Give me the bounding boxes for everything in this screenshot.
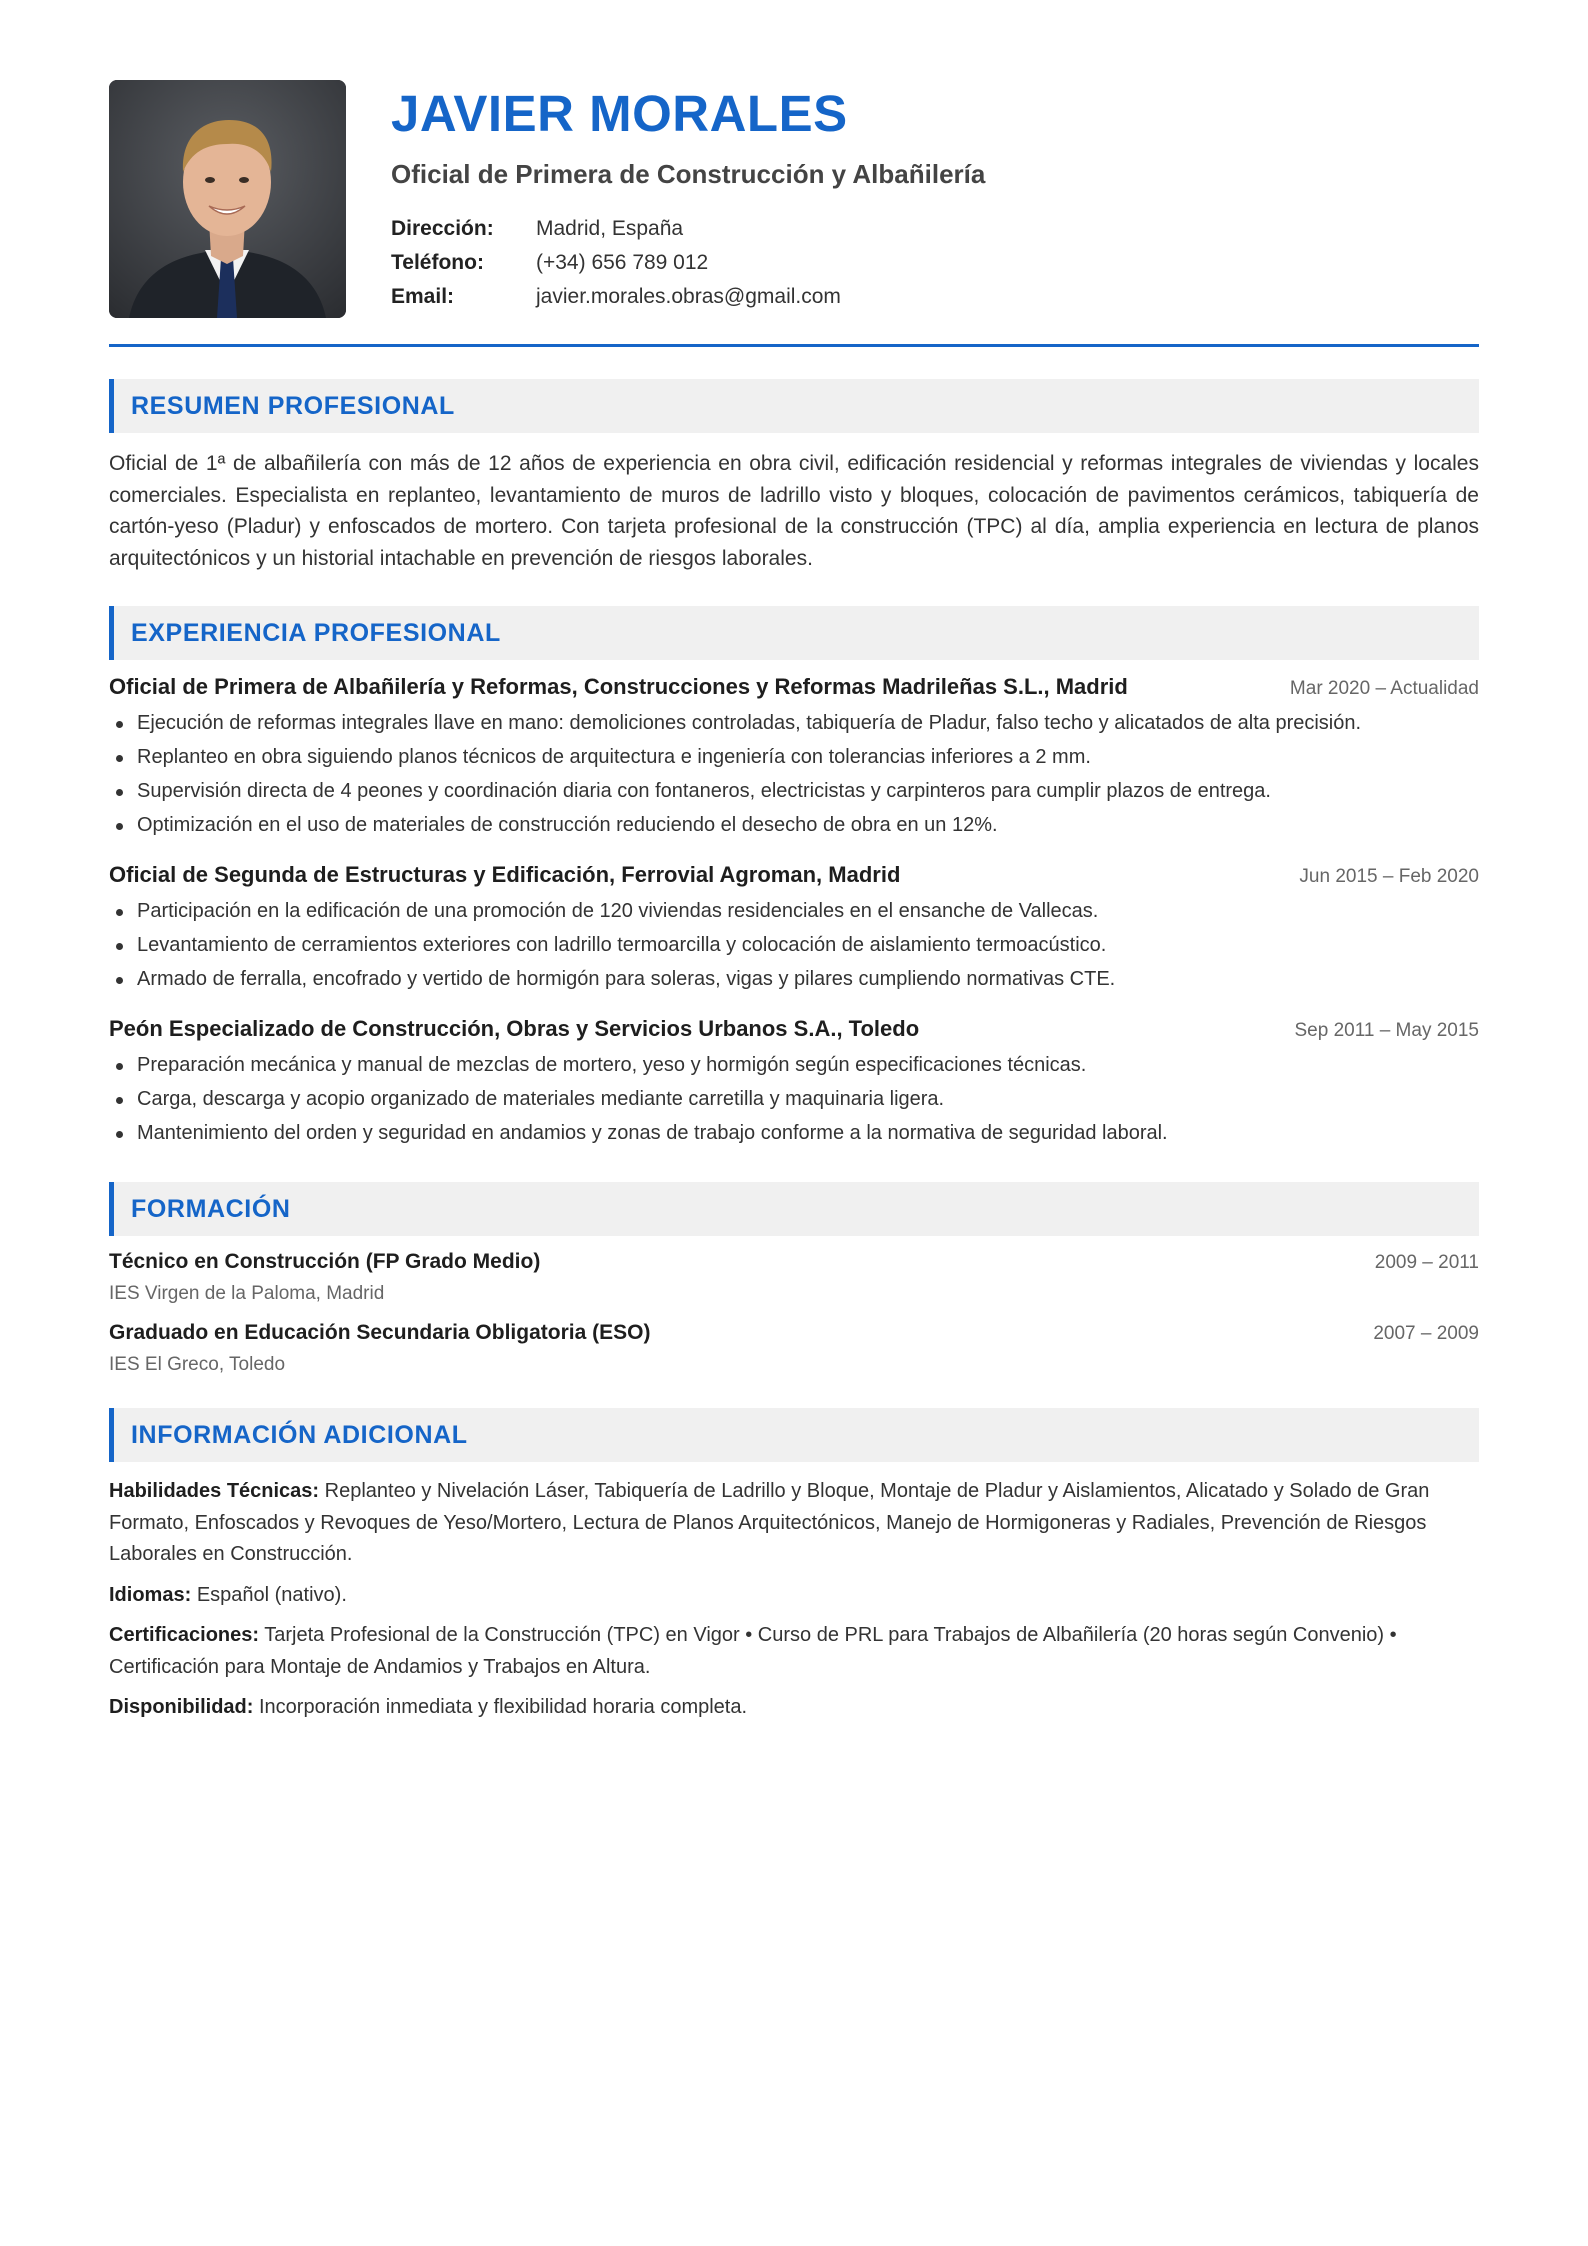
job-header — [109, 674, 1479, 700]
info-label: Idiomas: — [109, 1583, 192, 1606]
job-title: Oficial de Primera de Albañilería y Reformas, Construcciones y Reformas Madrileñas S.L., Madrid — [109, 674, 1128, 699]
job-bullet: Replanteo en obra siguiendo planos técnicos de arquitectura e ingeniería con tolerancias inferiores a 2 mm. — [109, 740, 1479, 774]
job-bullet: Carga, descarga y acopio organizado de materiales mediante carretilla y maquinaria ligera. — [109, 1082, 1479, 1116]
section-title-summary: RESUMEN PROFESIONAL — [109, 379, 1479, 433]
job-bullets — [109, 1048, 1479, 1150]
info-label: Habilidades Técnicas: — [109, 1480, 320, 1502]
job-bullet: Preparación mecánica y manual de mezclas de mortero, yeso y hormigón según especificaciones técnicas. — [109, 1048, 1479, 1082]
contact-row-address — [391, 212, 985, 246]
job-bullets — [109, 894, 1479, 996]
job-header — [109, 862, 1479, 888]
job-bullet: Supervisión directa de 4 peones y coordinación diaria con fontaneros, electricistas y carpinteros para cumplir plazos de entrega. — [109, 774, 1479, 808]
job-bullet: Ejecución de reformas integrales llave en mano: demoliciones controladas, tabiquería de Pladur, falso techo y alicatados de alta precisión. — [109, 706, 1479, 740]
section-title-education: FORMACIÓN — [109, 1182, 1479, 1236]
candidate-name: JAVIER MORALES — [391, 85, 848, 142]
info-value: Tarjeta Profesional de la Construcción (TPC) en Vigor • Curso de PRL para Trabajos de Albañilería (20 horas según Convenio) • Certificación para Montaje de Andamios y Trabajos en Altura. — [109, 1624, 1397, 1678]
contact-label: Teléfono: — [391, 251, 484, 275]
candidate-role: Oficial de Primera de Construcción y Albañilería — [391, 159, 986, 190]
job-bullet: Levantamiento de cerramientos exteriores con ladrillo termoarcilla y colocación de aislamiento termoacústico. — [109, 928, 1479, 962]
info-skills — [109, 1476, 1479, 1571]
contact-row-phone — [391, 246, 985, 280]
job-bullets — [109, 706, 1479, 842]
job-date: Sep 2011 – May 2015 — [1294, 1020, 1479, 1041]
contact-email[interactable]: javier.morales.obras@gmail.com — [536, 285, 841, 309]
job-entry — [109, 1016, 1479, 1150]
education-date: 2009 – 2011 — [1374, 1252, 1479, 1273]
header-text — [391, 80, 985, 314]
job-title: Peón Especializado de Construcción, Obras y Servicios Urbanos S.A., Toledo — [109, 1016, 920, 1041]
education-school: IES Virgen de la Paloma, Madrid — [109, 1283, 385, 1304]
job-date: Mar 2020 – Actualidad — [1289, 678, 1479, 699]
contact-address: Madrid, España — [536, 217, 684, 241]
info-value: Replanteo y Nivelación Láser, Tabiquería de Ladrillo y Bloque, Montaje de Pladur y Aislamientos, Alicatado y Solado de Gran Formato, Enfoscados y Revoques de Yeso/Mortero, Lectura de Planos Arquitectónicos, Manejo de Hormigoneras y Radiales, Prevención de Riesgos Laborales en Construcción. — [109, 1480, 1430, 1565]
job-bullet: Mantenimiento del orden y seguridad en andamios y zonas de trabajo conforme a la normativa de seguridad laboral. — [109, 1116, 1479, 1150]
info-availability — [109, 1692, 1479, 1724]
contact-list — [391, 212, 985, 314]
job-title: Oficial de Segunda de Estructuras y Edificación, Ferrovial Agroman, Madrid — [109, 862, 901, 887]
header-divider — [109, 344, 1479, 347]
education-header — [109, 1321, 1479, 1345]
job-header — [109, 1016, 1479, 1042]
education-title: Graduado en Educación Secundaria Obligatoria (ESO) — [109, 1321, 651, 1344]
contact-row-email — [391, 280, 985, 314]
job-date: Jun 2015 – Feb 2020 — [1299, 866, 1479, 887]
job-entry — [109, 862, 1479, 996]
info-languages — [109, 1580, 1479, 1612]
section-title-experience: EXPERIENCIA PROFESIONAL — [109, 606, 1479, 660]
contact-phone: (+34) 656 789 012 — [536, 251, 709, 275]
info-label: Disponibilidad: — [109, 1696, 254, 1718]
job-bullet: Optimización en el uso de materiales de construcción reduciendo el desecho de obra en un 12%. — [109, 808, 1479, 842]
contact-label: Dirección: — [391, 217, 494, 241]
info-value: Español (nativo). — [196, 1583, 347, 1606]
education-school: IES El Greco, Toledo — [109, 1354, 286, 1375]
education-entry — [109, 1250, 1479, 1305]
summary-text: Oficial de 1ª de albañilería con más de 12 años de experiencia en obra civil, edificación residencial y reformas integrales de viviendas y locales comerciales. Especialista en replanteo, levantamiento de muros de ladrillo visto y bloques, colocación de pavimentos cerámicos, tabiquería de cartón-yeso (Pladur) y enfoscados de mortero. Con tarjeta profesional de la construcción (TPC) al día, amplia experiencia en lectura de planos arquitectónicos y un historial intachable en prevención de riesgos laborales. — [109, 452, 1479, 570]
section-title-additional: INFORMACIÓN ADICIONAL — [109, 1408, 1479, 1462]
job-bullet: Participación en la edificación de una promoción de 120 viviendas residenciales en el ensanche de Vallecas. — [109, 894, 1479, 928]
contact-label: Email: — [391, 285, 455, 309]
profile-photo — [109, 80, 346, 318]
job-entry — [109, 674, 1479, 842]
education-date: 2007 – 2009 — [1373, 1323, 1479, 1344]
additional-info — [109, 1476, 1479, 1724]
education-title: Técnico en Construcción (FP Grado Medio) — [109, 1250, 541, 1273]
education-header — [109, 1250, 1479, 1274]
job-bullet: Armado de ferralla, encofrado y vertido de hormigón para soleras, vigas y pilares cumpliendo normativas CTE. — [109, 962, 1479, 996]
info-value: Incorporación inmediata y flexibilidad horaria completa. — [259, 1696, 748, 1718]
info-certifications — [109, 1620, 1479, 1683]
education-entry — [109, 1321, 1479, 1376]
resume-header — [109, 80, 1479, 318]
info-label: Certificaciones: — [109, 1624, 260, 1646]
